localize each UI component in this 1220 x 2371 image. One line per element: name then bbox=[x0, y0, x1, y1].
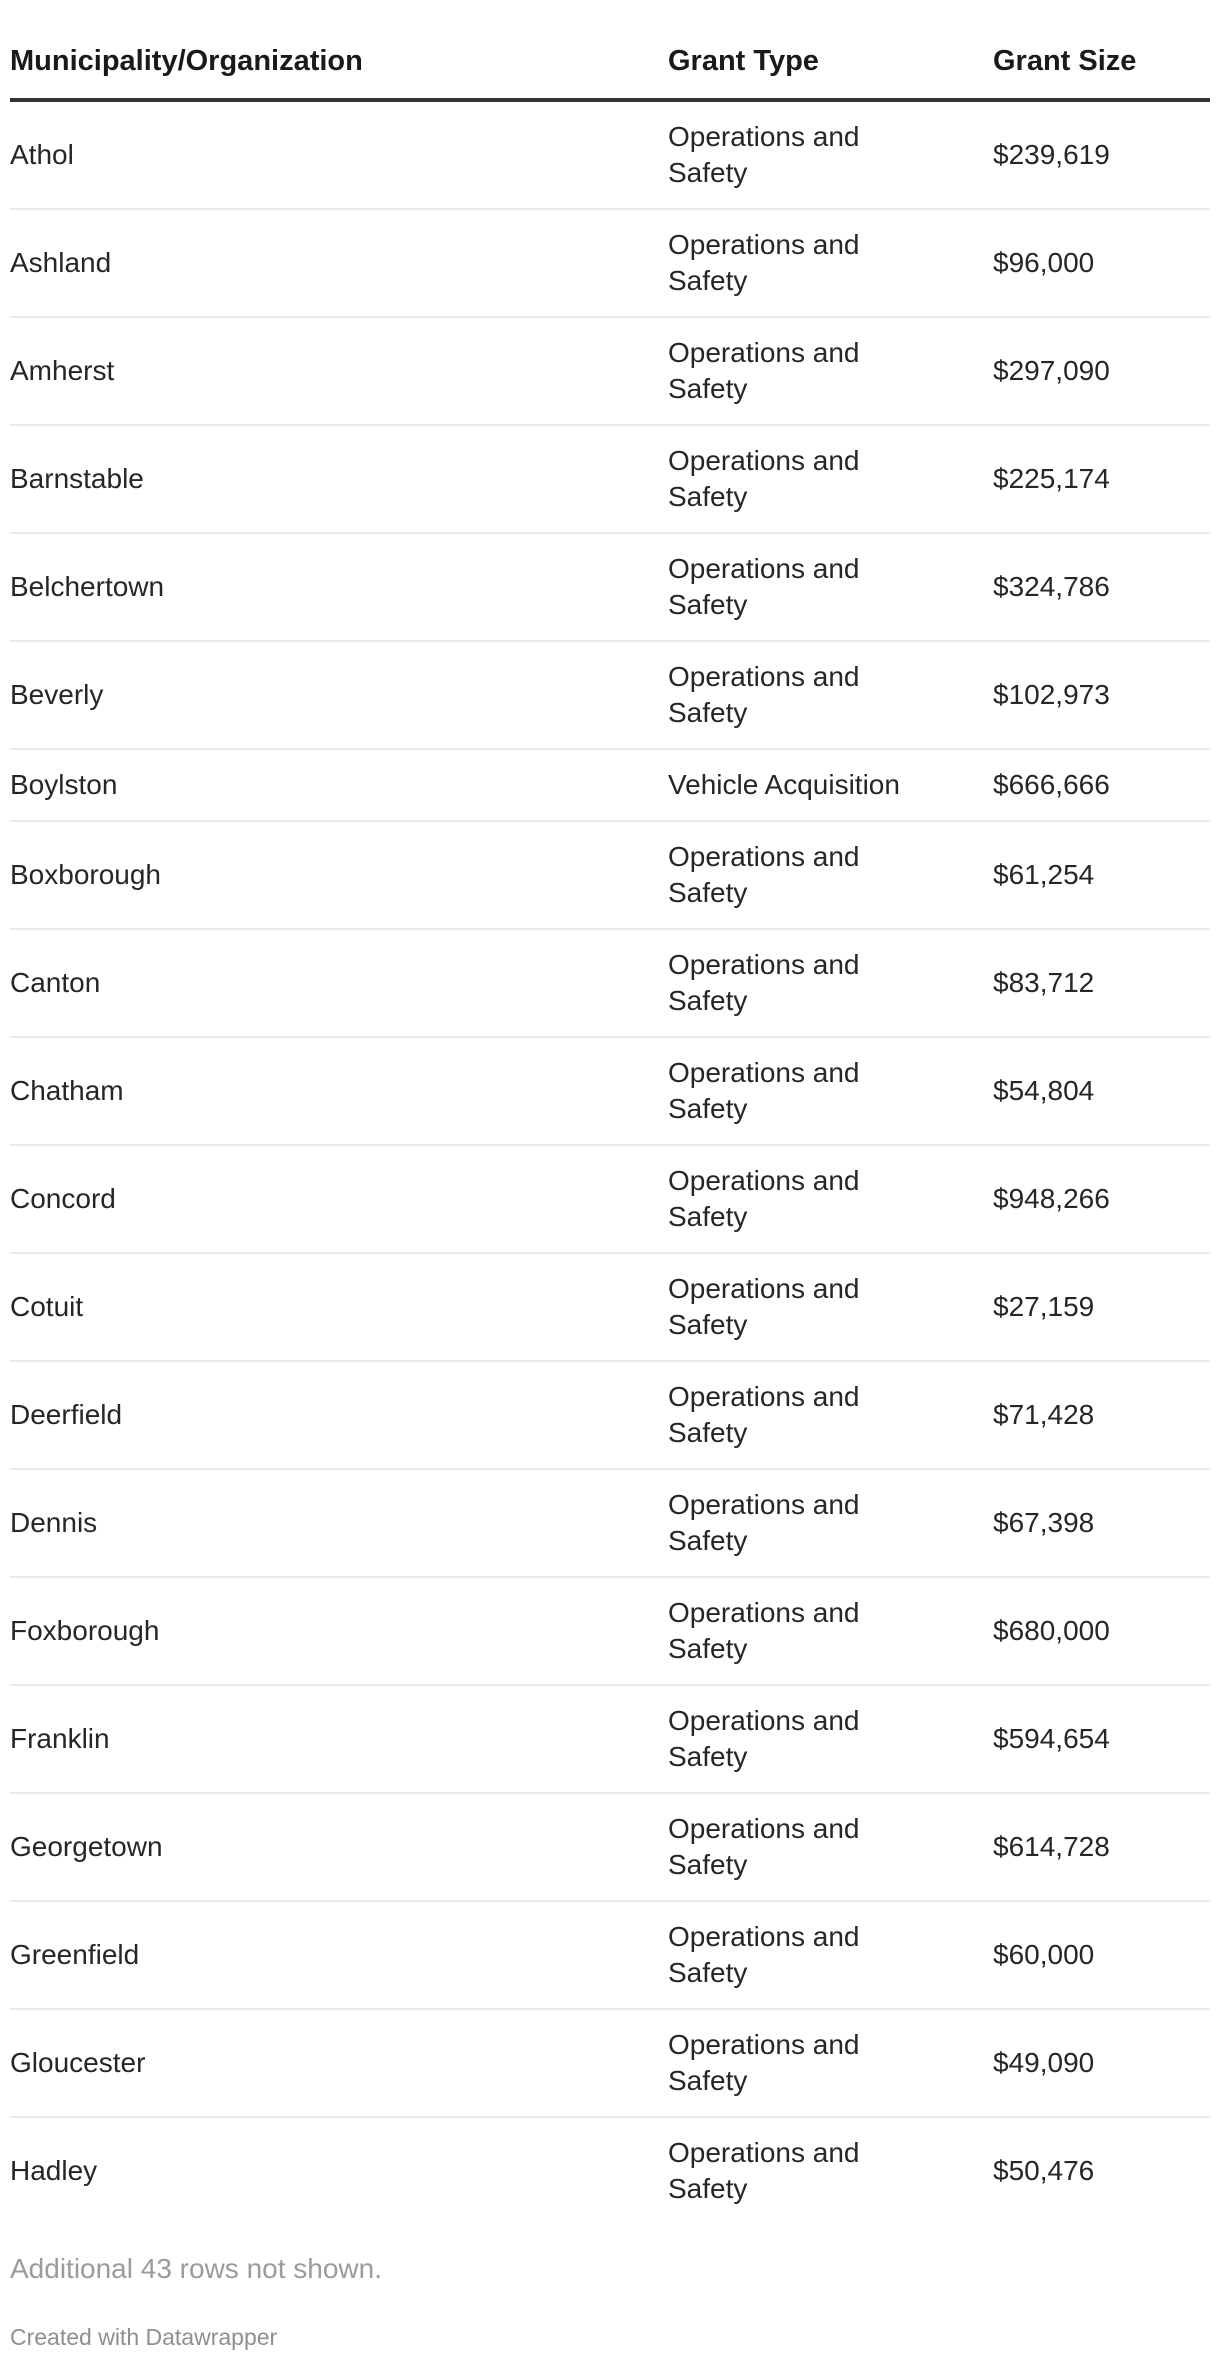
grant-type-cell bbox=[668, 533, 993, 641]
municipality-cell: Georgetown bbox=[10, 1793, 668, 1901]
table-row bbox=[10, 533, 1210, 641]
table-header bbox=[10, 14, 1210, 100]
municipality-cell: Foxborough bbox=[10, 1577, 668, 1685]
additional-rows-note: Additional 43 rows not shown. bbox=[10, 2253, 382, 2284]
table-row bbox=[10, 1469, 1210, 1577]
grant-type-text: Operations and Safety bbox=[668, 1057, 860, 1124]
grant-type-text: Operations and Safety bbox=[668, 1813, 860, 1880]
municipality-cell: Concord bbox=[10, 1145, 668, 1253]
table-row bbox=[10, 749, 1210, 821]
table-row bbox=[10, 2009, 1210, 2117]
grant-type-text: Operations and Safety bbox=[668, 1597, 860, 1664]
grant-type-cell bbox=[668, 929, 993, 1037]
municipality-cell: Canton bbox=[10, 929, 668, 1037]
grant-type-cell bbox=[668, 821, 993, 929]
table-row bbox=[10, 100, 1210, 209]
grant-size-cell: $49,090 bbox=[993, 2009, 1210, 2117]
grant-type-text: Operations and Safety bbox=[668, 2029, 860, 2096]
col-header-grant-size: Grant Size bbox=[993, 14, 1210, 100]
table-row bbox=[10, 2117, 1210, 2224]
grant-type-cell bbox=[668, 2009, 993, 2117]
grant-type-text: Operations and Safety bbox=[668, 337, 860, 404]
grant-type-text: Operations and Safety bbox=[668, 445, 860, 512]
header-row bbox=[10, 14, 1210, 100]
grant-type-cell bbox=[668, 1145, 993, 1253]
municipality-cell: Barnstable bbox=[10, 425, 668, 533]
grant-size-cell: $594,654 bbox=[993, 1685, 1210, 1793]
grant-size-cell: $239,619 bbox=[993, 100, 1210, 209]
grant-size-cell: $680,000 bbox=[993, 1577, 1210, 1685]
grant-type-cell bbox=[668, 1577, 993, 1685]
table-row bbox=[10, 317, 1210, 425]
grant-type-text: Operations and Safety bbox=[668, 1921, 860, 1988]
grant-size-cell: $71,428 bbox=[993, 1361, 1210, 1469]
grant-type-cell bbox=[668, 1685, 993, 1793]
grant-type-cell bbox=[668, 1469, 993, 1577]
table-row bbox=[10, 1145, 1210, 1253]
grant-size-cell: $67,398 bbox=[993, 1469, 1210, 1577]
grant-type-cell bbox=[668, 425, 993, 533]
municipality-cell: Boylston bbox=[10, 749, 668, 821]
table-row bbox=[10, 1253, 1210, 1361]
grant-size-cell: $50,476 bbox=[993, 2155, 1095, 2186]
municipality-cell: Belchertown bbox=[10, 533, 668, 641]
grant-type-text: Operations and Safety bbox=[668, 121, 860, 188]
table-row bbox=[10, 1685, 1210, 1793]
grants-table bbox=[10, 14, 1210, 2224]
municipality-cell: Athol bbox=[10, 100, 668, 209]
table-row bbox=[10, 641, 1210, 749]
grant-type-cell bbox=[668, 749, 993, 821]
grant-type-cell bbox=[668, 2117, 993, 2224]
municipality-cell: Franklin bbox=[10, 1685, 668, 1793]
datawrapper-attribution-link[interactable]: Created with Datawrapper bbox=[10, 2324, 278, 2350]
table-row bbox=[10, 1793, 1210, 1901]
table-row bbox=[10, 821, 1210, 929]
grant-size-cell: $96,000 bbox=[993, 209, 1210, 317]
municipality-cell: Deerfield bbox=[10, 1361, 668, 1469]
grant-type-cell bbox=[668, 641, 993, 749]
municipality-cell: Boxborough bbox=[10, 821, 668, 929]
municipality-cell: Dennis bbox=[10, 1469, 668, 1577]
grant-size-cell: $83,712 bbox=[993, 929, 1210, 1037]
grant-size-cell: $60,000 bbox=[993, 1901, 1210, 2009]
grant-type-text: Operations and Safety bbox=[668, 229, 860, 296]
grant-type-cell bbox=[668, 1037, 993, 1145]
table-row bbox=[10, 425, 1210, 533]
municipality-cell: Ashland bbox=[10, 209, 668, 317]
grant-size-cell: $666,666 bbox=[993, 749, 1210, 821]
grant-type-text: Operations and Safety bbox=[668, 1705, 860, 1772]
grant-type-text: Operations and Safety bbox=[668, 661, 860, 728]
municipality-cell: Gloucester bbox=[10, 2009, 668, 2117]
table-row bbox=[10, 1037, 1210, 1145]
grant-type-text: Vehicle Acquisition bbox=[668, 769, 900, 800]
grant-type-text: Operations and Safety bbox=[668, 1273, 860, 1340]
grant-size-cell: $102,973 bbox=[993, 641, 1210, 749]
grant-type-text: Operations and Safety bbox=[668, 1381, 860, 1448]
table-row bbox=[10, 209, 1210, 317]
grant-type-cell bbox=[668, 100, 993, 209]
grant-type-cell bbox=[668, 317, 993, 425]
grant-type-text: Operations and Safety bbox=[668, 841, 860, 908]
grant-size-cell: $27,159 bbox=[993, 1253, 1210, 1361]
grant-type-cell bbox=[668, 1361, 993, 1469]
grant-type-text: Operations and Safety bbox=[668, 949, 860, 1016]
grant-size-cell: $297,090 bbox=[993, 317, 1210, 425]
grant-size-cell: $54,804 bbox=[993, 1037, 1210, 1145]
municipality-cell: Beverly bbox=[10, 641, 668, 749]
grant-type-text: Operations and Safety bbox=[668, 553, 860, 620]
grant-type-cell bbox=[668, 1793, 993, 1901]
grant-size-cell: $614,728 bbox=[993, 1793, 1210, 1901]
col-header-grant-type: Grant Type bbox=[668, 14, 993, 100]
grant-size-cell: $324,786 bbox=[993, 533, 1210, 641]
grant-type-text: Operations and Safety bbox=[668, 1165, 860, 1232]
grant-size-cell: $225,174 bbox=[993, 425, 1210, 533]
municipality-cell: Hadley bbox=[10, 2155, 98, 2186]
table-row bbox=[10, 929, 1210, 1037]
municipality-cell: Cotuit bbox=[10, 1253, 668, 1361]
grant-size-cell: $948,266 bbox=[993, 1145, 1210, 1253]
grant-type-cell bbox=[668, 209, 993, 317]
grant-size-cell: $61,254 bbox=[993, 821, 1210, 929]
table-row bbox=[10, 1361, 1210, 1469]
municipality-cell: Chatham bbox=[10, 1037, 668, 1145]
table-row bbox=[10, 1577, 1210, 1685]
grant-type-text: Operations and Safety bbox=[668, 2137, 860, 2204]
col-header-municipality: Municipality/Organization bbox=[10, 14, 668, 100]
grant-type-cell bbox=[668, 1253, 993, 1361]
municipality-cell: Greenfield bbox=[10, 1901, 668, 2009]
grant-type-cell bbox=[668, 1901, 993, 2009]
grant-type-text: Operations and Safety bbox=[668, 1489, 860, 1556]
table-row bbox=[10, 1901, 1210, 2009]
table-body bbox=[10, 100, 1210, 2224]
municipality-cell: Amherst bbox=[10, 317, 668, 425]
